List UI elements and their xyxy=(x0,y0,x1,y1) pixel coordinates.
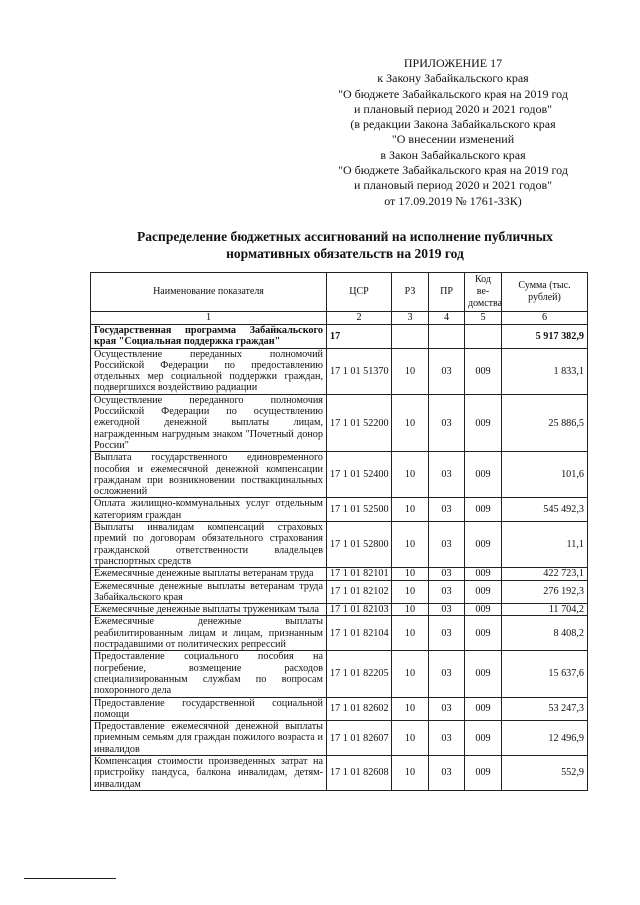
table-row xyxy=(91,522,588,568)
appendix-line: от 17.09.2019 № 1761-ЗЗК) xyxy=(384,193,522,208)
row-csr: 17 1 01 82102 xyxy=(327,580,392,604)
appendix-line: "О бюджете Забайкальского края на 2019 год xyxy=(338,163,568,178)
header-pr: ПР xyxy=(429,273,465,312)
row-rz: 10 xyxy=(392,604,429,616)
row-sum: 11,1 xyxy=(502,522,588,568)
row-csr: 17 1 01 52500 xyxy=(327,498,392,522)
header-row xyxy=(91,273,588,312)
row-sum: 53 247,3 xyxy=(502,697,588,721)
appendix-header xyxy=(300,56,606,209)
column-number-row xyxy=(91,312,588,325)
row-csr: 17 1 01 82104 xyxy=(327,616,392,651)
table-row xyxy=(91,651,588,697)
table-row xyxy=(91,452,588,498)
row-kod: 009 xyxy=(465,697,502,721)
row-rz: 10 xyxy=(392,498,429,522)
row-pr xyxy=(429,325,465,349)
row-pr: 03 xyxy=(429,452,465,498)
row-kod: 009 xyxy=(465,568,502,580)
row-pr: 03 xyxy=(429,604,465,616)
row-kod: 009 xyxy=(465,721,502,756)
appendix-line: ПРИЛОЖЕНИЕ 17 xyxy=(403,56,503,70)
column-number: 3 xyxy=(392,312,429,325)
row-name: Оплата жилищно-коммунальных услуг отдельным категориям граждан xyxy=(91,498,327,522)
title-line-2: нормативных обязательств на 2019 год xyxy=(226,246,464,261)
row-sum: 276 192,3 xyxy=(502,580,588,604)
row-csr: 17 1 01 82101 xyxy=(327,568,392,580)
row-sum: 15 637,6 xyxy=(502,651,588,697)
row-csr: 17 1 01 82103 xyxy=(327,604,392,616)
row-csr: 17 xyxy=(327,325,392,349)
table-row xyxy=(91,394,588,451)
row-pr: 03 xyxy=(429,616,465,651)
table-row xyxy=(91,721,588,756)
row-csr: 17 1 01 82205 xyxy=(327,651,392,697)
row-rz: 10 xyxy=(392,616,429,651)
row-name: Ежемесячные денежные выплаты ветеранам труда xyxy=(91,568,327,580)
row-kod: 009 xyxy=(465,651,502,697)
column-number: 2 xyxy=(327,312,392,325)
table-row xyxy=(91,616,588,651)
table-row xyxy=(91,604,588,616)
row-csr: 17 1 01 52400 xyxy=(327,452,392,498)
row-rz: 10 xyxy=(392,452,429,498)
row-name: Осуществление переданных полномочий Российской Федерации по предоставлению отдельных мер социальной поддержки граждан, подвергшихся воздействию радиации xyxy=(91,348,327,394)
row-name: Предоставление государственной социальной помощи xyxy=(91,697,327,721)
row-csr: 17 1 01 82607 xyxy=(327,721,392,756)
appendix-line: и плановый период 2020 и 2021 годов" xyxy=(353,101,553,116)
row-kod: 009 xyxy=(465,616,502,651)
row-sum: 8 408,2 xyxy=(502,616,588,651)
row-pr: 03 xyxy=(429,651,465,697)
row-pr: 03 xyxy=(429,348,465,394)
row-rz: 10 xyxy=(392,755,429,790)
header-csr: ЦСР xyxy=(327,273,392,312)
column-number: 6 xyxy=(502,312,588,325)
row-pr: 03 xyxy=(429,580,465,604)
row-kod: 009 xyxy=(465,604,502,616)
appendix-line: и плановый период 2020 и 2021 годов" xyxy=(353,178,553,193)
column-number: 4 xyxy=(429,312,465,325)
row-kod xyxy=(465,325,502,349)
row-sum: 422 723,1 xyxy=(502,568,588,580)
row-name: Предоставление ежемесячной денежной выплаты приемным семьям для граждан пожилого возраста и инвалидов xyxy=(91,721,327,756)
table-row xyxy=(91,697,588,721)
row-kod: 009 xyxy=(465,394,502,451)
row-rz: 10 xyxy=(392,580,429,604)
row-pr: 03 xyxy=(429,394,465,451)
table-row xyxy=(91,755,588,790)
row-sum: 11 704,2 xyxy=(502,604,588,616)
row-pr: 03 xyxy=(429,697,465,721)
row-rz xyxy=(392,325,429,349)
row-sum: 12 496,9 xyxy=(502,721,588,756)
row-sum: 25 886,5 xyxy=(502,394,588,451)
appendix-line: "О бюджете Забайкальского края на 2019 год xyxy=(338,86,568,101)
row-sum: 5 917 382,9 xyxy=(502,325,588,349)
row-rz: 10 xyxy=(392,721,429,756)
row-name: Ежемесячные денежные выплаты ветеранам труда Забайкальского края xyxy=(91,580,327,604)
header-rz: РЗ xyxy=(392,273,429,312)
row-kod: 009 xyxy=(465,580,502,604)
table-row xyxy=(91,348,588,394)
row-pr: 03 xyxy=(429,568,465,580)
appendix-line: в Закон Забайкальского края xyxy=(380,147,526,162)
header-sum: Сумма (тыс. рублей) xyxy=(502,273,588,312)
row-name: Ежемесячные денежные выплаты реабилитированным лицам и лицам, признанным пострадавшими от политических репрессий xyxy=(91,616,327,651)
row-csr: 17 1 01 82608 xyxy=(327,755,392,790)
row-rz: 10 xyxy=(392,568,429,580)
row-csr: 17 1 01 51370 xyxy=(327,348,392,394)
row-kod: 009 xyxy=(465,522,502,568)
table-row xyxy=(91,580,588,604)
row-name: Ежемесячные денежные выплаты труженикам тыла xyxy=(91,604,327,616)
row-pr: 03 xyxy=(429,755,465,790)
appendix-line: к Закону Забайкальского края xyxy=(377,71,529,86)
allocations-table xyxy=(90,272,588,791)
column-number: 5 xyxy=(465,312,502,325)
row-name: Осуществление переданного полномочия Российской Федерации по осуществлению ежегодной денежной выплаты лицам, награжденным нагрудным знаком "Почетный донор России" xyxy=(91,394,327,451)
row-name: Государственная программа Забайкальского края "Социальная поддержка граждан" xyxy=(91,325,327,349)
column-number: 1 xyxy=(91,312,327,325)
row-rz: 10 xyxy=(392,651,429,697)
row-csr: 17 1 01 52800 xyxy=(327,522,392,568)
header-name: Наименование показателя xyxy=(91,273,327,312)
row-rz: 10 xyxy=(392,697,429,721)
row-csr: 17 1 01 52200 xyxy=(327,394,392,451)
table-row xyxy=(91,568,588,580)
header-kod: Код ве-домства xyxy=(465,273,502,312)
row-rz: 10 xyxy=(392,348,429,394)
row-sum: 545 492,3 xyxy=(502,498,588,522)
table-row xyxy=(91,498,588,522)
footnote-separator xyxy=(24,878,116,879)
row-pr: 03 xyxy=(429,498,465,522)
title-line-1: Распределение бюджетных ассигнований на исполнение публичных xyxy=(137,229,553,244)
row-sum: 552,9 xyxy=(502,755,588,790)
row-sum: 1 833,1 xyxy=(502,348,588,394)
row-sum: 101,6 xyxy=(502,452,588,498)
row-name: Выплата государственного единовременного пособия и ежемесячной денежной компенсации гражданам при возникновении поствакцинальных осложнений xyxy=(91,452,327,498)
row-kod: 009 xyxy=(465,452,502,498)
row-rz: 10 xyxy=(392,522,429,568)
row-rz: 10 xyxy=(392,394,429,451)
document-title xyxy=(90,228,600,262)
row-csr: 17 1 01 82602 xyxy=(327,697,392,721)
row-name: Предоставление социального пособия на погребение, возмещение расходов специализированным службам по вопросам похоронного дела xyxy=(91,651,327,697)
row-kod: 009 xyxy=(465,498,502,522)
table-row xyxy=(91,325,588,349)
row-pr: 03 xyxy=(429,721,465,756)
row-kod: 009 xyxy=(465,348,502,394)
appendix-line: (в редакции Закона Забайкальского края xyxy=(350,117,556,132)
row-name: Выплаты инвалидам компенсаций страховых премий по договорам обязательного страхования гражданской ответственности владельцев транспортных средств xyxy=(91,522,327,568)
row-pr: 03 xyxy=(429,522,465,568)
appendix-line: "О внесении изменений xyxy=(391,132,515,147)
row-name: Компенсация стоимости произведенных затрат на пристройку пандуса, балкона инвалидам, детям-инвалидам xyxy=(91,755,327,790)
row-kod: 009 xyxy=(465,755,502,790)
